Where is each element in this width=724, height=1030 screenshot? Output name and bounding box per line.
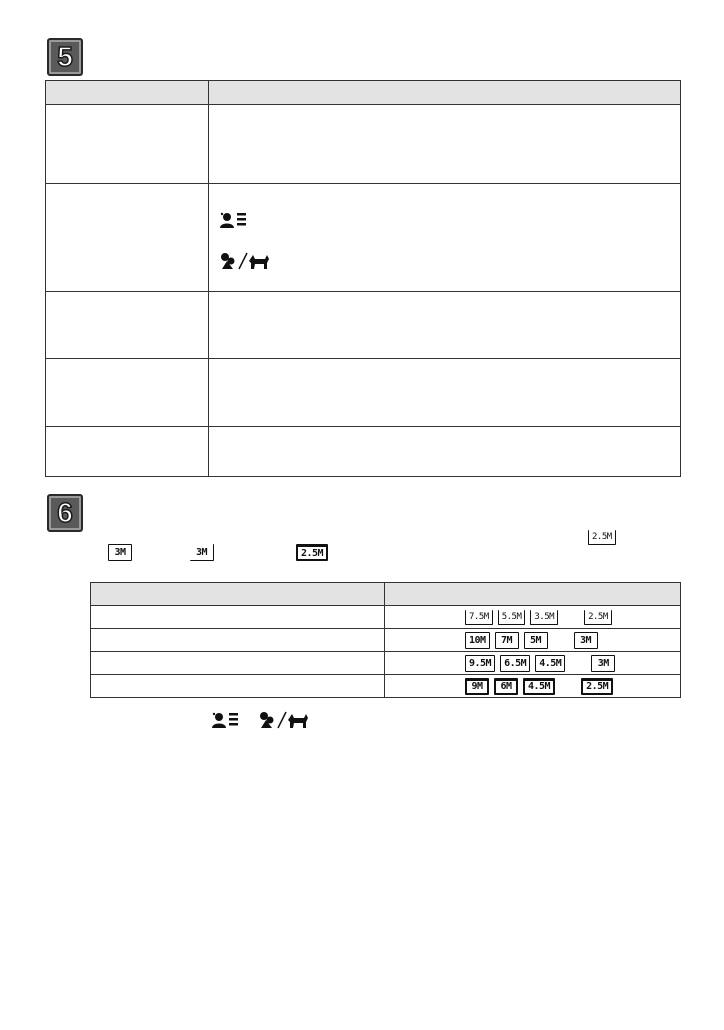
pet-mode-icon bbox=[258, 710, 310, 730]
table-row bbox=[91, 675, 681, 698]
table-cell bbox=[91, 606, 385, 629]
picture-size-icon: 9M bbox=[465, 678, 489, 695]
settings-table bbox=[45, 80, 681, 477]
table-row bbox=[91, 606, 681, 629]
header-cell-item bbox=[46, 81, 209, 105]
picture-size-icon: 9.5M bbox=[465, 655, 495, 672]
step-5-badge bbox=[47, 38, 83, 76]
table-row bbox=[46, 184, 681, 292]
picture-size-icon: 3M bbox=[591, 655, 615, 672]
table-row bbox=[46, 105, 681, 184]
picture-size-table bbox=[90, 582, 681, 698]
picture-size-icon: 5M bbox=[524, 632, 548, 649]
table-cell bbox=[46, 427, 209, 477]
picture-size-icon: 4.5M bbox=[523, 678, 555, 695]
picture-size-icon: 6.5M bbox=[500, 655, 530, 672]
header-cell-description bbox=[209, 81, 681, 105]
baby-mode-icon bbox=[211, 711, 239, 729]
table-cell bbox=[209, 105, 681, 184]
table-cell-sizes bbox=[385, 629, 681, 652]
picture-size-icon: 3M bbox=[574, 632, 598, 649]
picture-size-icon: 2.5M bbox=[584, 610, 612, 625]
header-cell-left bbox=[91, 583, 385, 606]
picture-size-icon: 5.5M bbox=[498, 610, 526, 625]
table-cell-sizes bbox=[385, 606, 681, 629]
table-cell bbox=[46, 184, 209, 292]
header-cell-right bbox=[385, 583, 681, 606]
table-header-row bbox=[46, 81, 681, 105]
picture-size-icon: 3M bbox=[108, 544, 132, 561]
picture-size-icon: 7.5M bbox=[465, 610, 493, 625]
table-row bbox=[91, 629, 681, 652]
picture-size-icon: 3.5M bbox=[530, 610, 558, 625]
table-row bbox=[46, 359, 681, 427]
table-cell bbox=[209, 184, 681, 292]
picture-size-icon: 2.5M bbox=[588, 530, 616, 545]
table-row bbox=[46, 427, 681, 477]
table-cell bbox=[91, 629, 385, 652]
picture-size-icon: 10M bbox=[465, 632, 490, 649]
table-cell bbox=[46, 105, 209, 184]
picture-size-icon: 4.5M bbox=[535, 655, 565, 672]
pet-mode-icon bbox=[219, 251, 271, 271]
picture-size-icon: 7M bbox=[495, 632, 519, 649]
step-number: 6 bbox=[57, 497, 73, 528]
table-cell bbox=[209, 292, 681, 359]
picture-size-icon: 2.5M bbox=[581, 678, 613, 695]
picture-size-icon: 3M bbox=[190, 544, 214, 561]
step-6-badge bbox=[47, 494, 83, 532]
picture-size-icon: 2.5M bbox=[296, 544, 328, 561]
table-cell bbox=[209, 427, 681, 477]
table-header-row bbox=[91, 583, 681, 606]
step-number: 5 bbox=[57, 41, 73, 72]
table-cell-sizes bbox=[385, 652, 681, 675]
table-cell bbox=[91, 652, 385, 675]
table-cell bbox=[209, 359, 681, 427]
table-row bbox=[46, 292, 681, 359]
table-cell bbox=[46, 359, 209, 427]
table-cell-sizes bbox=[385, 675, 681, 698]
table-cell bbox=[46, 292, 209, 359]
picture-size-icon: 6M bbox=[494, 678, 518, 695]
table-row bbox=[91, 652, 681, 675]
baby-mode-icon bbox=[219, 211, 247, 229]
table-cell bbox=[91, 675, 385, 698]
